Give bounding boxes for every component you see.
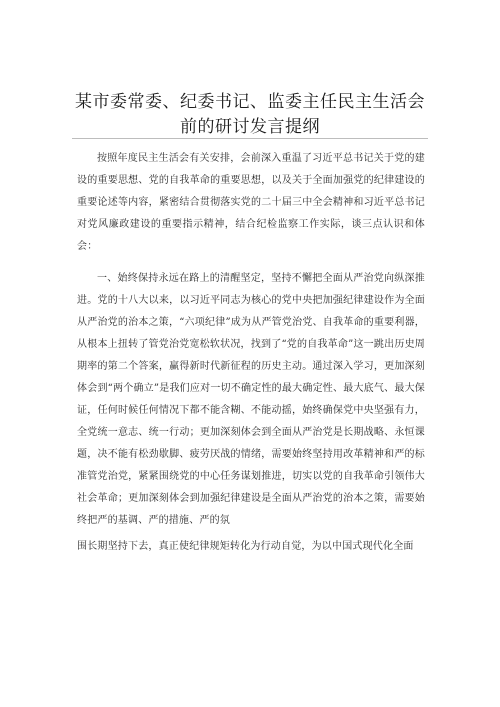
paragraph-intro: 按照年度民主生活会有关安排，会前深入重温了习近平总书记关于党的建设的重要思想、党的自我革命的重要思想，以及关于全面加强党的纪律建设的重要论述等内容，紧密结合贯彻落实党的二十届三中全会精神和习近平总书记对党风廉政建设的重要指示精神，结合纪检监察工作实际，谈三点认识和体会：: [77, 153, 425, 252]
title-line-1: 某市委常委、纪委书记、监委主任民主生活会: [75, 92, 425, 112]
document-body: [77, 148, 425, 558]
paragraph-point-one: 一、始终保持永远在路上的清醒坚定，坚持不懈把全面从严治党向纵深推进。党的十八大以来，以习近平同志为核心的党中央把加强纪律建设作为全面从严治党的治本之策，“六项纪律”成为从严管党治党、自我革命的重要利器，从根本上扭转了管党治党宽松软状况，找到了“党的自我革命”这一跳出历史周期率的第二个答案，赢得新时代新征程的历史主动。通过深入学习，更加深刻体会到“两个确立”是我们应对一切不确定性的最大确定性、最大底气、最大保证，任何时候任何情况下都不能含糊、不能动摇，始终确保党中央坚强有力，全党统一意志、统一行动；更加深刻体会到全面从严治党是长期战略、永恒课题，决不能有松劲歇脚、疲劳厌战的情绪，需要始终坚持用改革精神和严的标准管党治党，紧紧围绕党的中心任务谋划推进，切实以党的自我革命引领伟大社会革命；更加深刻体会到加强纪律建设是全面从严治党的治本之策，需要始终把严的基调、严的措施、严的氛: [77, 273, 425, 526]
paragraph-continuation: 围长期坚持下去，真正使纪律规矩转化为行动自觉，为以中国式现代化全面: [77, 541, 414, 552]
title-divider: [72, 138, 428, 139]
document-title: [72, 90, 428, 140]
title-line-2: 前的研讨发言提纲: [180, 117, 320, 137]
